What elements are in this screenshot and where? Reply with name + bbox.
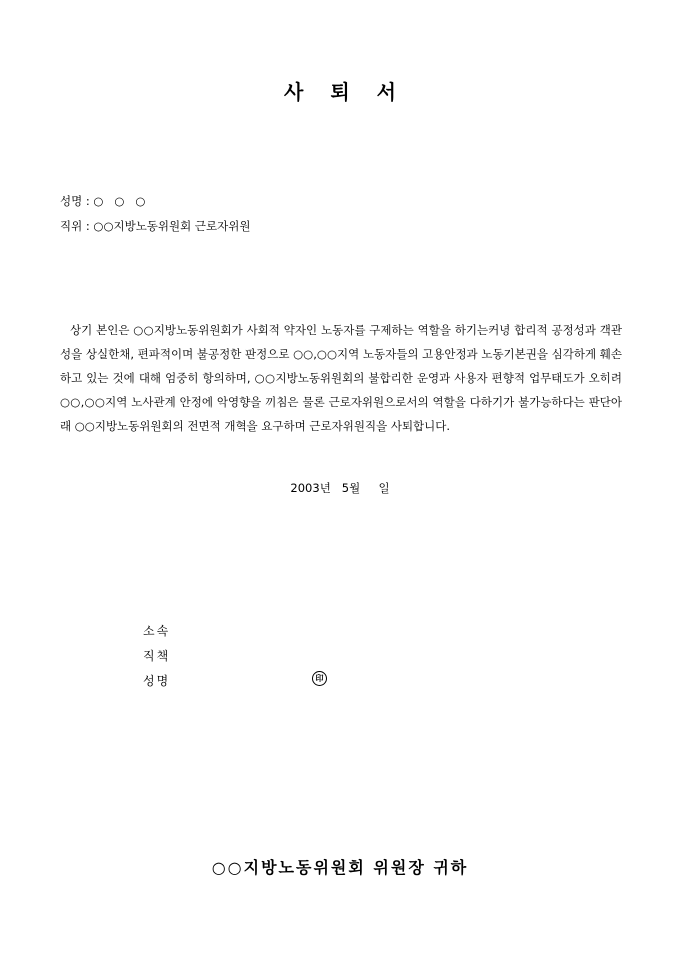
signer-name-label: 성명 (143, 674, 171, 688)
date-line: 2003년 5월 일 (290, 481, 390, 495)
body-paragraph: 상기 본인은 ○○지방노동위원회가 사회적 약자인 노동자를 구제하는 역할을 하기는커녕 합리적 공정성과 객관성을 상실한채, 편파적이며 불공정한 판정으로 ○○,○○지역 노동자들의 고용안정과 노동기본권을 심각하게 훼손하고 있는 것에 대해 엄중히 항의하며, ○○지방노동위원회의 불합리한 운영과 사용자 편향적 업무태도가 오히려 ○○,○○지역 노사관계 안정에 악영향을 끼침은 물론 근로자위원으로서의 역할을 다하기가 불가능하다는 판단아래 ○○지방노동위원회의 전면적 개혁을 요구하며 근로자위원직을 사퇴합니다. (60, 323, 622, 433)
document-title: 사 퇴 서 (284, 80, 406, 104)
position-line: 직위 : ○○지방노동위원회 근로자위원 (60, 219, 251, 233)
seal-mark: 印 (312, 671, 327, 686)
addressee-line: ○○지방노동위원회 위원장 귀하 (211, 858, 469, 877)
role-label: 직책 (143, 649, 171, 663)
name-line: 성명 : ○ ○ ○ (60, 194, 146, 208)
affiliation-label: 소속 (143, 624, 171, 638)
